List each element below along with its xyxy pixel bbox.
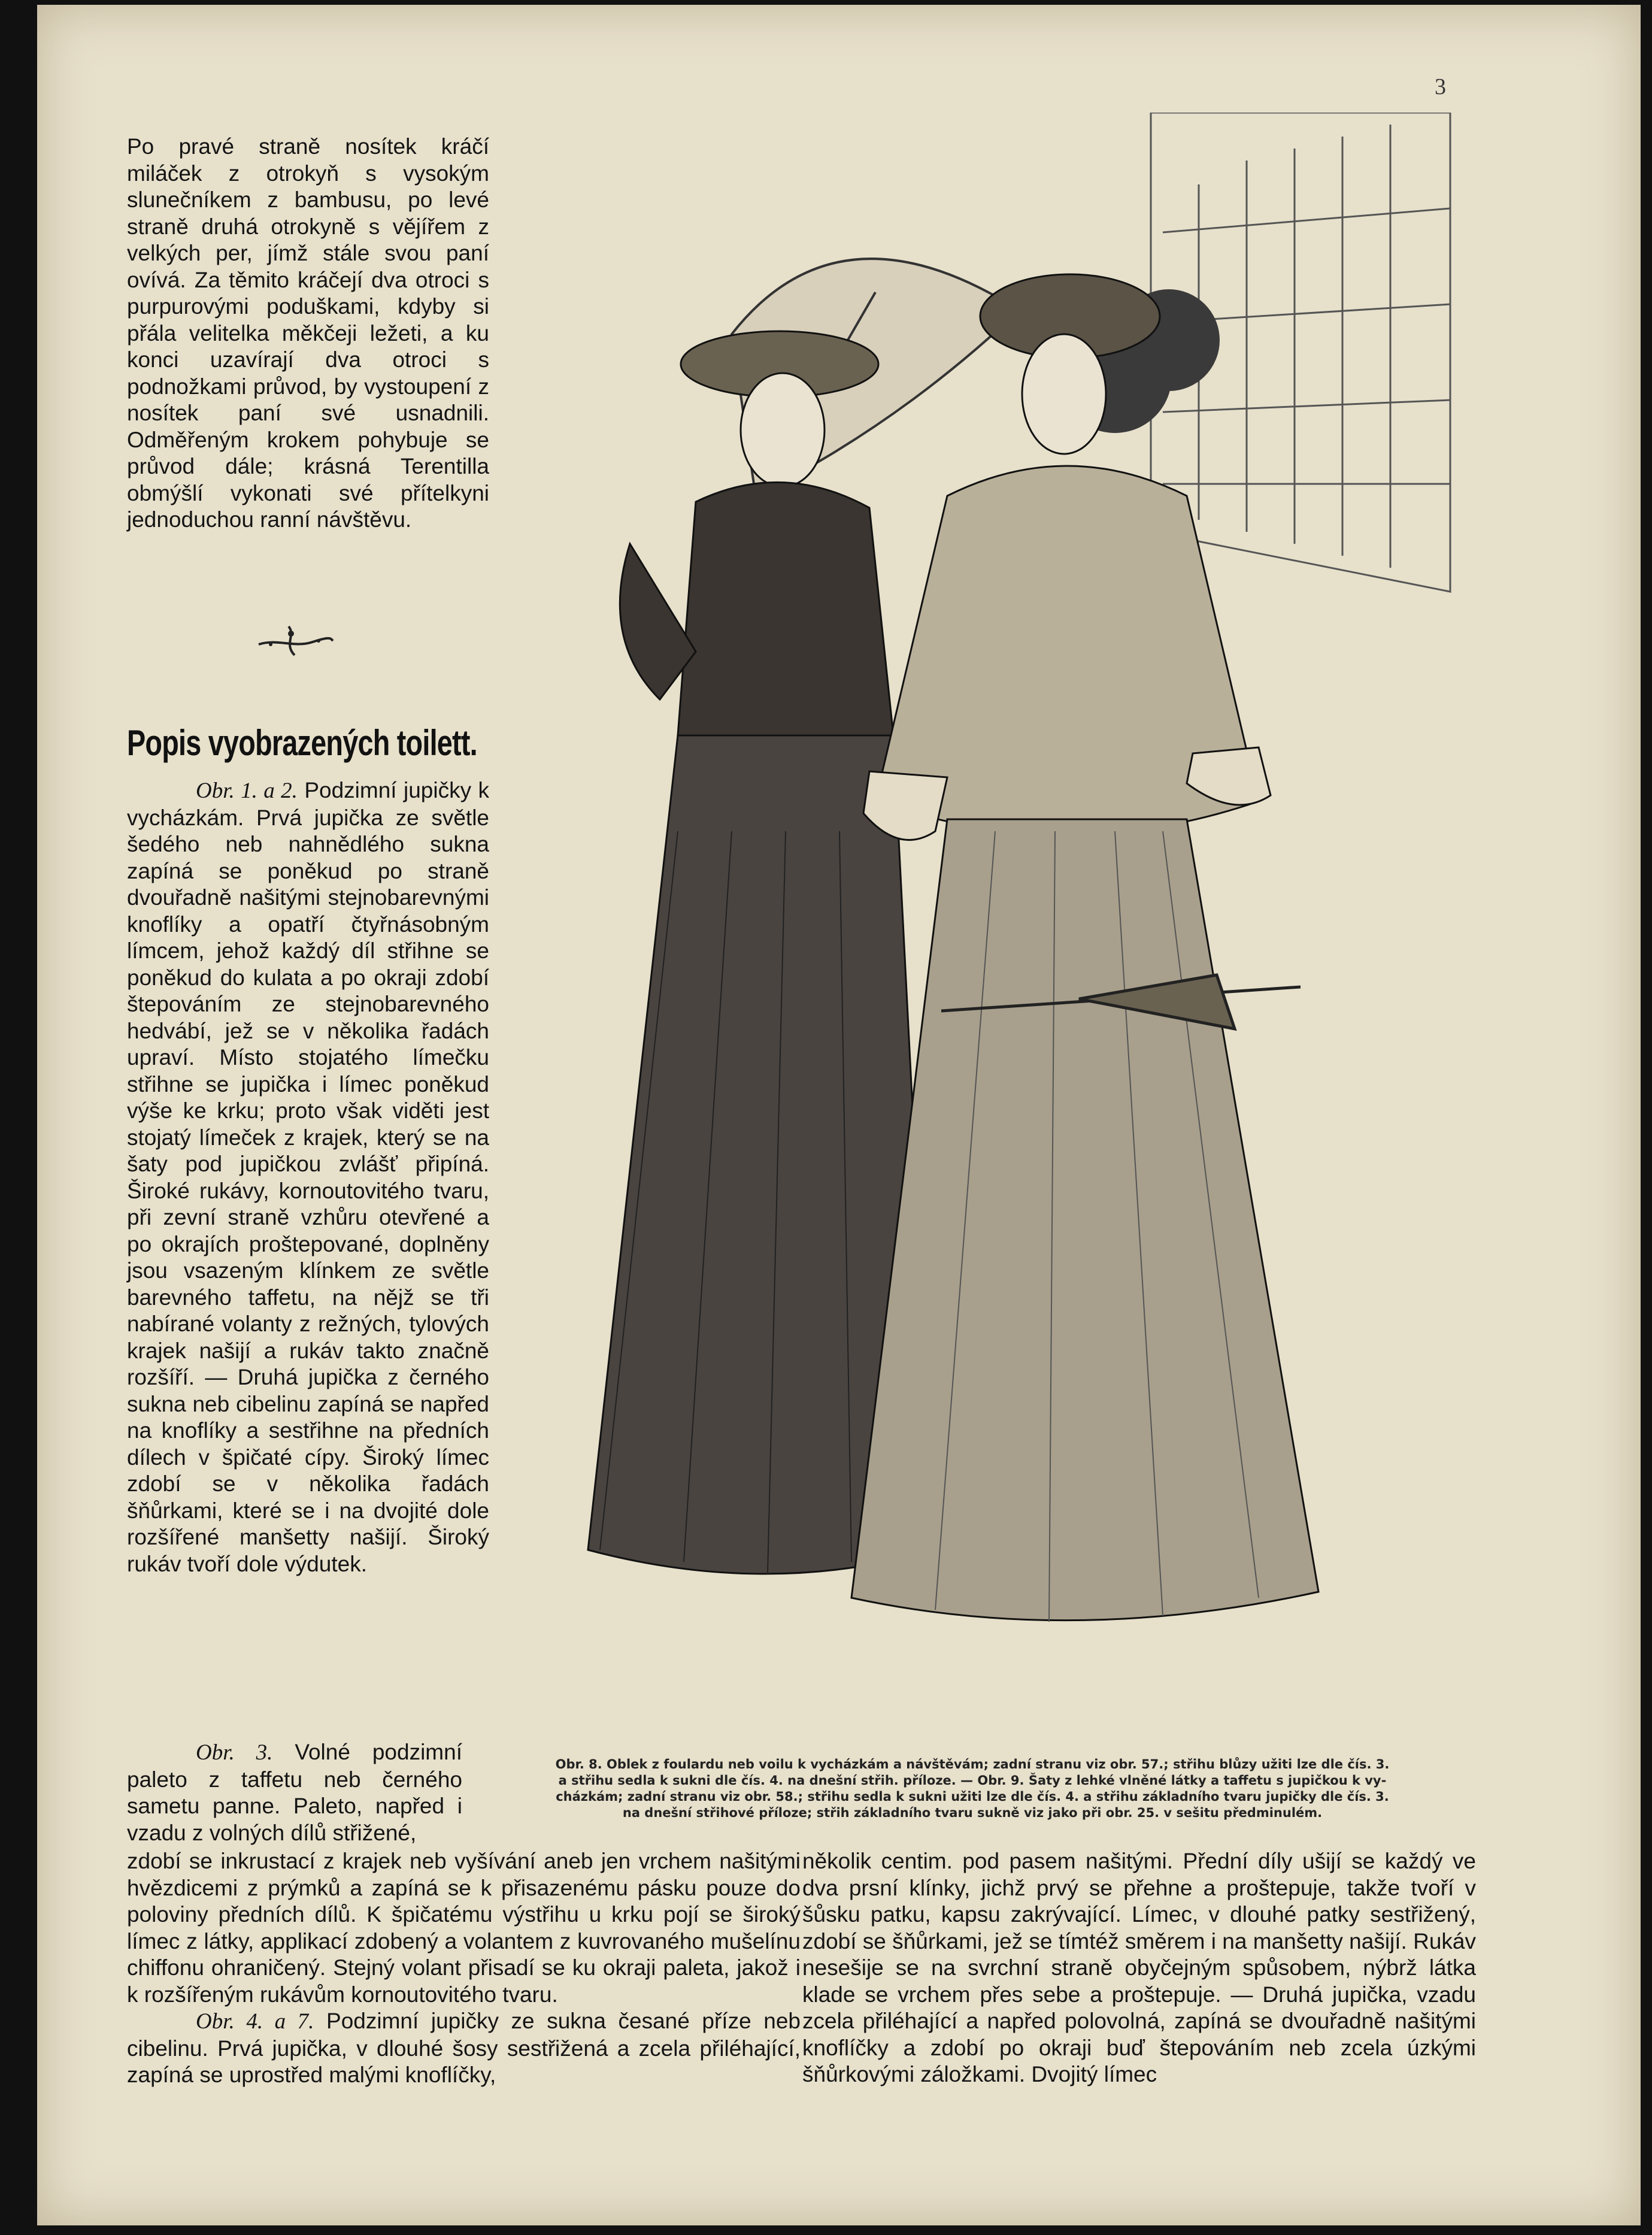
figure-reference-label: Obr. 1. a 2.	[196, 779, 298, 803]
paragraph-obr-3-narrow	[127, 1739, 462, 1846]
lower-right-column	[802, 1848, 1476, 2088]
paragraph-obr-4-7	[127, 2008, 801, 2089]
caption-line: Obr. 8. Oblek z foulardu neb voilu k vycházkám a návštěvám; zadní stranu viz obr. 57.; střihu blůzy užiti lze dle čís. 3.	[555, 1757, 1390, 1771]
paragraph-text: Podzimní jupičky ze sukna česané příze neb cibelinu. Prvá jupička, v dlouhé šosy sestřižená a zcela přiléhající, zapíná se uprostřed malými knoflíčky,	[127, 2009, 801, 2087]
description-column-left	[127, 777, 489, 1577]
woman-right-figure	[851, 274, 1318, 1622]
right-column-text: několik centim. pod pasem našitými. Přední díly ušijí se každý ve dva prsní klínky, jichž prvý se přehne a proštepuje, takže tvoří v šůsku patku, kapsu zakrývající. Límec, v dlouhé patky sestřižený, zdobí se šňůrkami, jež se tímtéž směrem i na manšetty našijí. Rukáv nesešije se na svrchní straně obyčejným spůsobem, nýbrž látka klade se vrchem přes sebe a proštepuje. — Druhá jupička, vzadu zcela přiléhající a napřed polovolná, zapíná se dvouřadně našitými knoflíčky a zdobí po okraji buď štepováním neb zcela úzkými šňůrkovými záložkami. Dvojitý límec	[802, 1849, 1476, 2086]
figure-reference-label: Obr. 3.	[196, 1740, 273, 1765]
fashion-illustration	[480, 113, 1459, 1670]
paragraph-obr-3-continued: zdobí se inkrustací z krajek neb vyšívání aneb jen vrchem našitými hvězdicemi z prýmků a zapíná se k přisazenému pásku pouze do poloviny předních dílů. K špičatému výstřihu u krku pojí se široký límec z látky, applikací zdobený a volantem z kuvrovaného mušelínu chiffonu ohraničený. Stejný volant přisadí se ku okraji paleta, jakož i k rozšířeným rukávům kornoutovitého tvaru.	[127, 1849, 801, 2007]
magazine-page	[37, 5, 1641, 2225]
figure-caption	[475, 1756, 1469, 1821]
paragraph-obr-1-2	[127, 777, 489, 1577]
paragraph-text: Volné podzimní paleto z taffetu neb černého sametu panne. Paleto, napřed i vzadu z volných dílů střižené,	[127, 1740, 462, 1845]
caption-line: a střihu sedla k sukni dle čís. 4. na dnešní střih. příloze. — Obr. 9. Šaty z lehké vlněné látky a taffetu s jupičkou k vy-	[558, 1773, 1387, 1788]
ornament-divider	[253, 620, 337, 661]
page-number: 3	[1435, 74, 1446, 99]
intro-text: Po pravé straně nosítek kráčí miláček z otrokyň s vysokým slunečníkem z bambusu, po levé straně druhá otrokyně s vějířem z velkých per, jímž stále svou paní ovívá. Za těmito kráčejí dva otroci s purpurovými poduškami, kdyby si přála velitelka měkčeji ležeti, a ku konci uzavírají dva otroci s podnožkami průvod, by vystoupení z nosítek paní své usnadnili. Odměřeným krokem pohybuje se průvod dále; krásná Terentilla obmýšlí vykonati své přítelkyni jednoduchou ranní návštěvu.	[127, 134, 489, 532]
caption-line: na dnešní střihové příloze; střih základního tvaru sukně viz jako při obr. 25. v sešitu předminulém.	[622, 1806, 1323, 1820]
intro-paragraph	[127, 134, 489, 534]
section-heading: Popis vyobrazených toilett.	[127, 723, 477, 763]
figure-reference-label: Obr. 4. a 7.	[196, 2009, 314, 2034]
caption-line: cházkám; zadní stranu viz obr. 58.; střihu sedla k sukni užiti lze dle čís. 4. a střihu základního tvaru jupičky dle čís. 3.	[556, 1789, 1389, 1804]
lower-left-column	[127, 1848, 801, 2089]
paragraph-text: Podzimní jupičky k vycházkám. Prvá jupička ze světle šedého neb nahnědlého sukna zapíná se poněkud po straně dvouřadně našitými stejnobarevnými knoflíky a opatří čtyřnásobným límcem, jehož každý díl střihne se poněkud do kulata a po okraji zdobí štepováním ze stejnobarevného hedvábí, jež se v několika řadách upraví. Místo stojatého límečku střihne se jupička i límec poněkud výše ke krku; proto však viděti jest stojatý límeček z krajek, který se na šaty pod jupičkou zvlášť připíná. Široké rukávy, kornoutovitého tvaru, při zevní straně vzhůru otevřené a po okrajích proštepované, doplněny jsou vsazeným klínkem ze světle barevného taffetu, na nějž se tři nabírané volanty z režných, tylových krajek našijí a rukáv takto značně rozšíří. — Druhá jupička z černého sukna neb cibelinu zapíná se napřed na knoflíky a sestřihne na předních dílech v špičaté cípy. Široký límec zdobí se v několika řadách šňůrkami, které se i na dvojité dole rozšířené manšetty našijí. Široký rukáv tvoří dole výdutek.	[127, 778, 489, 1576]
